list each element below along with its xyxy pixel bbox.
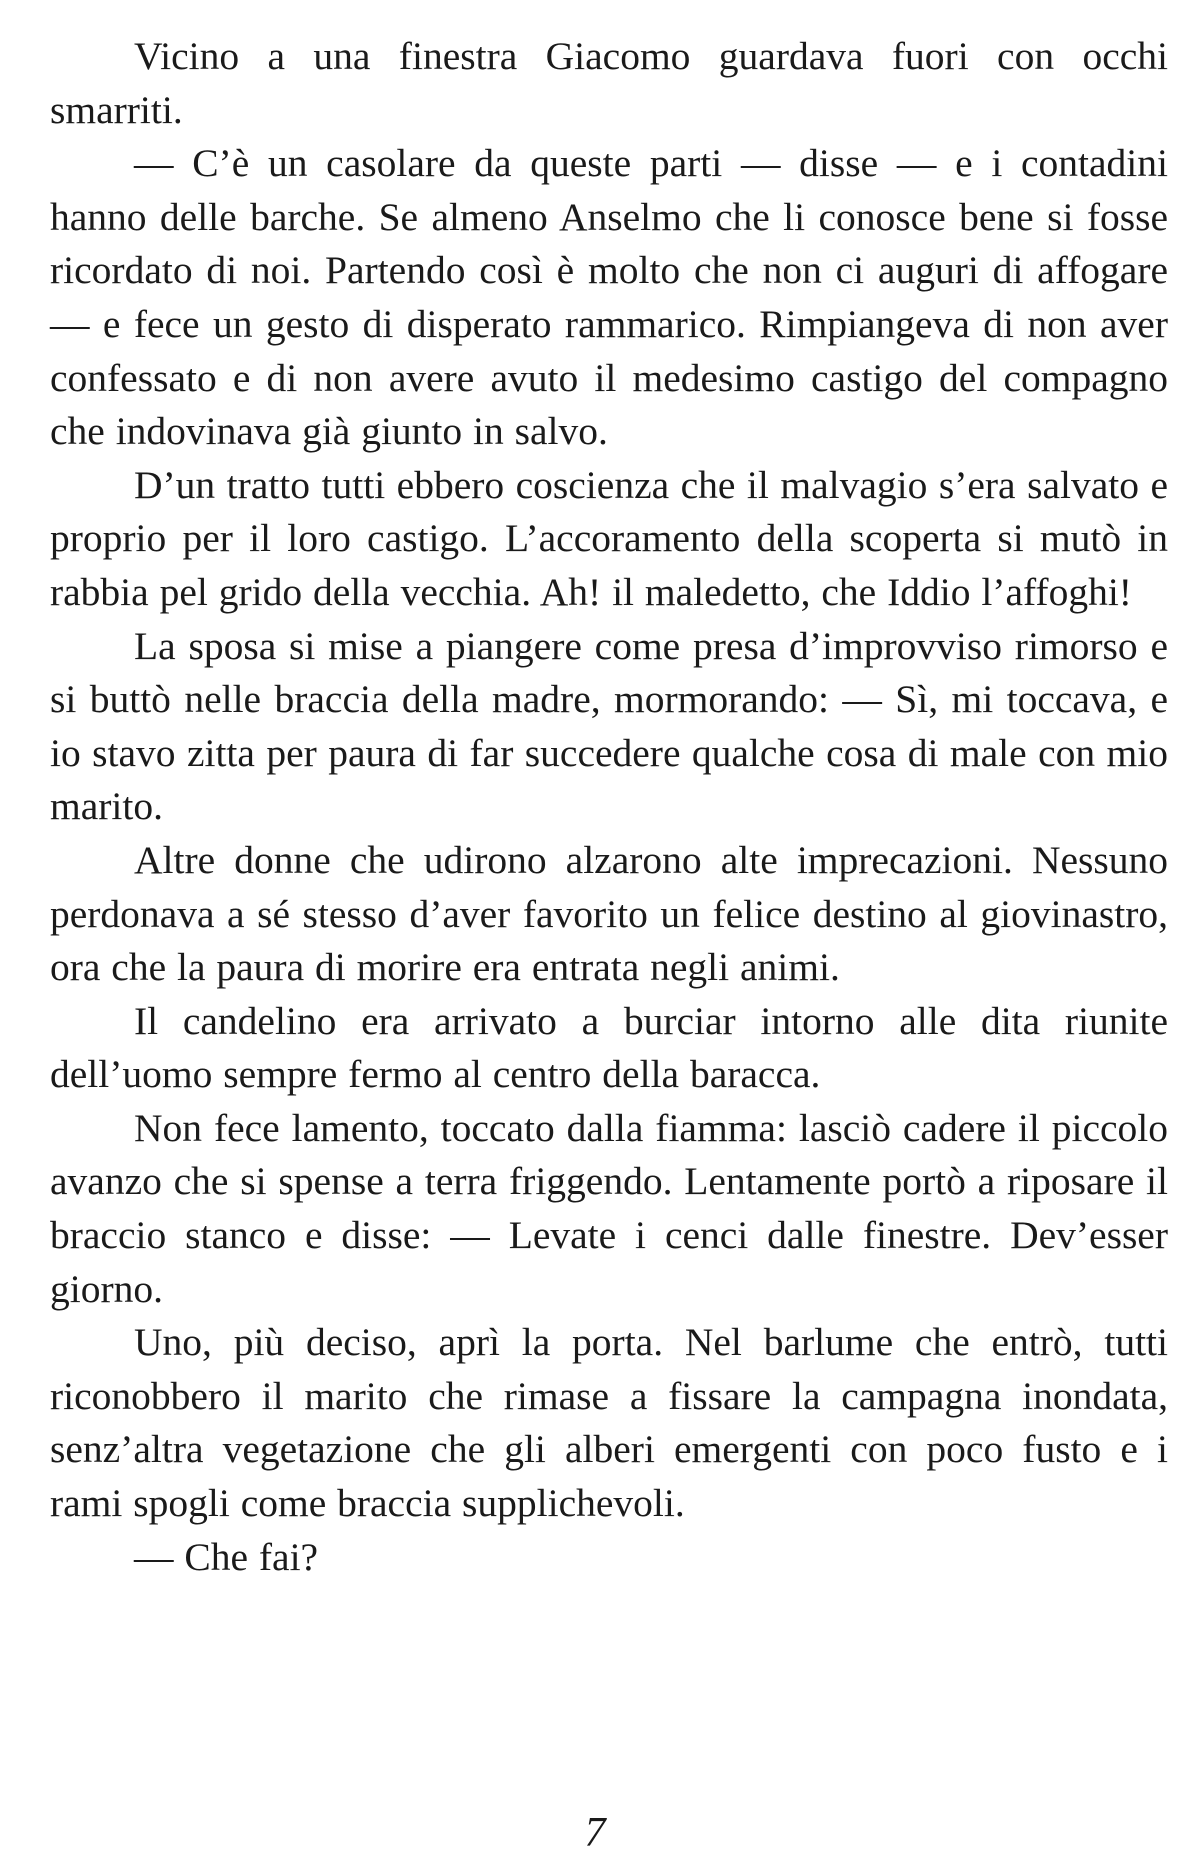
paragraph-8: Uno, più deciso, aprì la porta. Nel barlume che entrò, tutti riconobbero il marito che rimase a fissare la campagna inondata, senz’altra vegetazione che gli alberi emergenti con poco fusto e i rami spogli come braccia supplichevoli.	[50, 1320, 1168, 1526]
paragraph-4: La sposa si mise a piangere come presa d’improvviso rimorso e si buttò nelle braccia della madre, mormorando: — Sì, mi toccava, e io stavo zitta per paura di far succedere qualche cosa di male con mio marito.	[50, 623, 1168, 829]
paragraph-3: D’un tratto tutti ebbero coscienza che il malvagio s’era salvato e proprio per il loro castigo. L’accoramento della scoperta si mutò in rabbia pel grido della vecchia. Ah! il maledetto, che Iddio l’affoghi!	[50, 462, 1168, 614]
paragraph-1: Vicino a una finestra Giacomo guardava fuori con occhi smarriti.	[50, 34, 1168, 132]
paragraph-2: — C’è un casolare da queste parti — disse — e i contadini hanno delle barche. Se almeno Anselmo che li conosce bene si fosse ricordato di noi. Partendo così è molto che non ci auguri di affogare — e fece un gesto di disperato rammarico. Rimpiangeva di non aver confessato e di non avere avuto il medesimo castigo del compagno che indovinava già giunto in salvo.	[50, 141, 1168, 454]
paragraph-5: Altre donne che udirono alzarono alte imprecazioni. Nessuno perdonava a sé stesso d’aver favorito un felice destino al giovinastro, ora che la paura di morire era entrata negli animi.	[50, 837, 1168, 990]
paragraph-6: Il candelino era arrivato a burciar intorno alle dita riunite dell’uomo sempre fermo al centro della baracca.	[50, 998, 1168, 1097]
paragraph-9: — Che fai?	[134, 1534, 319, 1579]
page-number: 7	[584, 1810, 606, 1856]
paragraph-7: Non fece lamento, toccato dalla fiamma: lasciò cadere il piccolo avanzo che si spense a terra friggendo. Lentamente portò a riposare il braccio stanco e disse: — Levate i cenci dalle finestre. Dev’esser giorno.	[50, 1105, 1168, 1311]
body-text	[50, 30, 1168, 1584]
